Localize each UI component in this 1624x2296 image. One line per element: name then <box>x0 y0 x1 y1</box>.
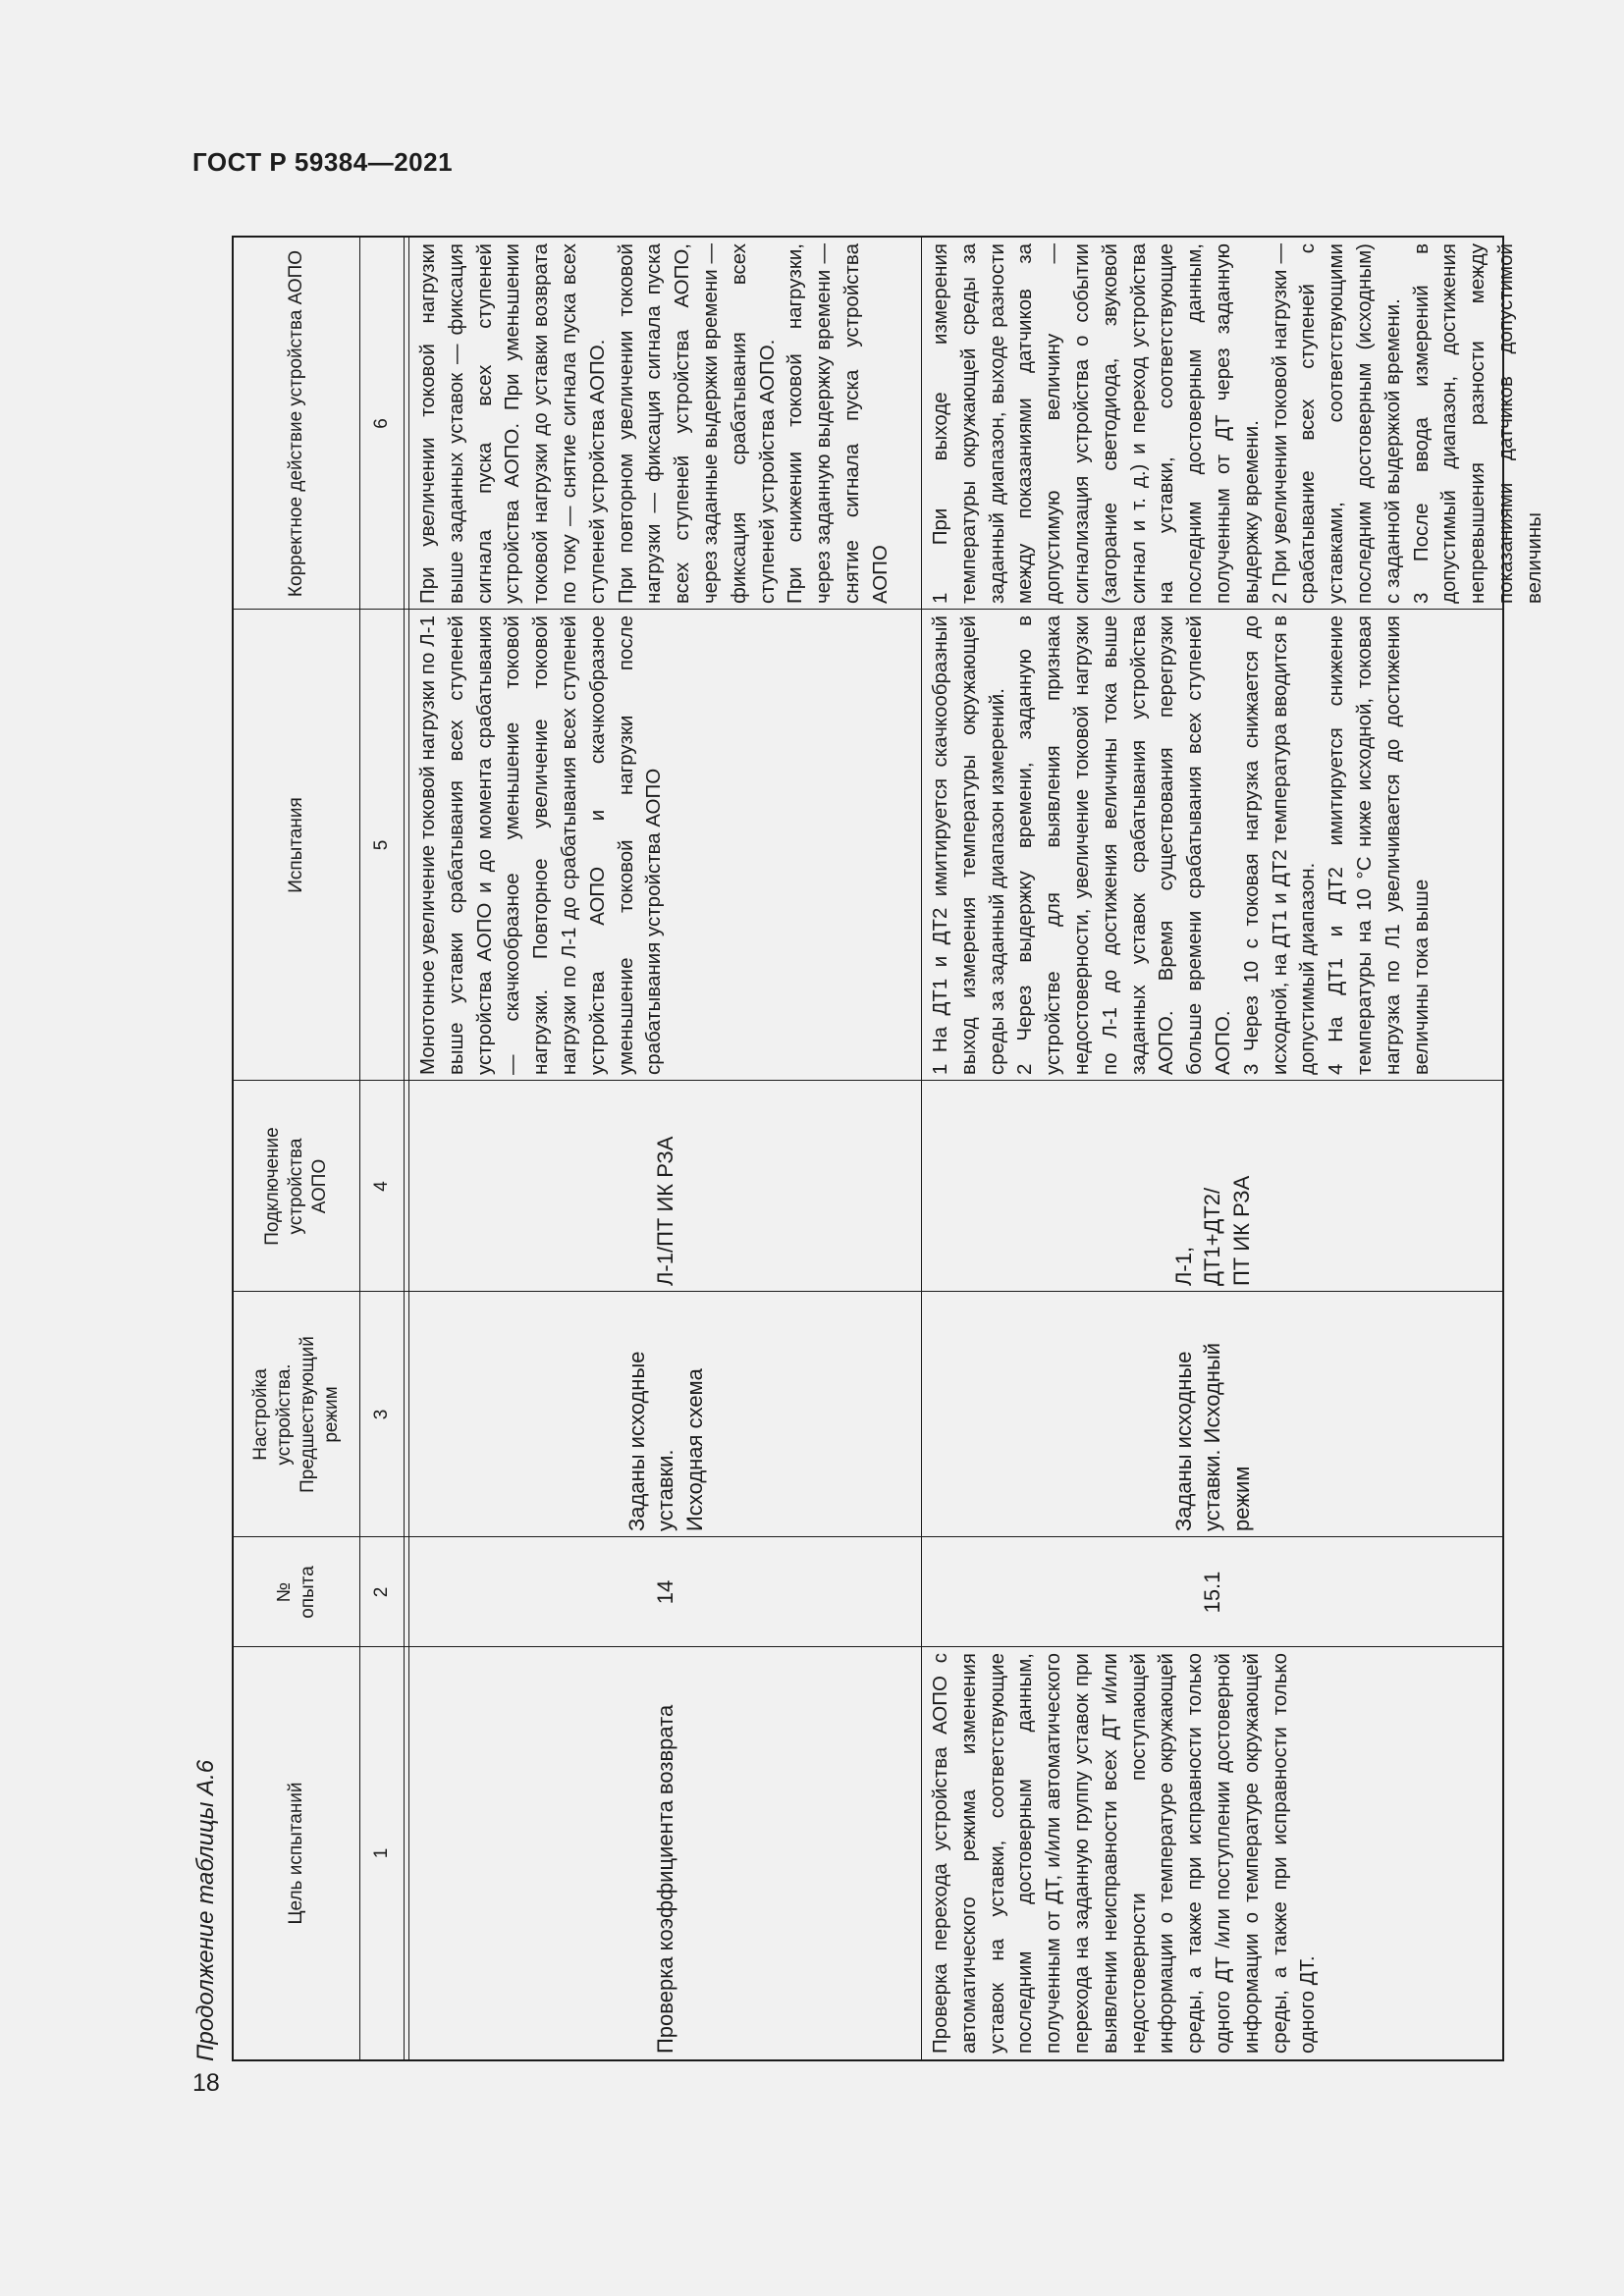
header-divider <box>359 238 360 2059</box>
row-14-test-number: 14 <box>653 1579 678 1605</box>
row-14-connection: Л-1/ПТ ИК РЗА <box>653 1136 678 1286</box>
column-header-correct-action: Корректное действие устройства АОПО <box>286 249 306 598</box>
numbers-divider-double <box>408 238 409 2059</box>
row-14-tests: Монотонное увеличение токовой нагрузки по Л-1 выше уставки срабатывания всех ступеней устройства АОПО и до момента срабатывания — скачкообразное уменьшение токовой нагрузки. Повторное увеличение токовой нагрузки по Л-1 до срабатывания всех ступеней устройства АОПО и скачкообразное уменьшение токовой нагрузки после срабатывания устройства АОПО <box>416 615 666 1075</box>
row-14-purpose: Проверка коэффициента возврата <box>653 1704 678 2054</box>
column-number-6: 6 <box>370 418 392 429</box>
row-15-1-purpose: Проверка перехода устройства АОПО с автоматического режима изменения уставок на уставки, соответствующие последним достоверным данным, полученным от ДТ, и/или автоматического перехода на заданную группу уставок при выявлении неисправности всех ДТ и/или недостоверности поступающей информации о температуре окружающей среды, а также при исправности только одного ДТ /или поступлении достоверной информации о температуре окружающей среды, а также при исправности только одного ДТ. <box>929 1653 1320 2054</box>
column-number-4: 4 <box>370 1181 392 1192</box>
row-divider <box>921 238 922 2059</box>
numbers-divider <box>404 238 405 2059</box>
row-14-setup: Заданы исходные уставки. Исходная схема <box>623 1351 707 1531</box>
page-number: 18 <box>192 2069 220 2097</box>
document-standard-number: ГОСТ Р 59384—2021 <box>192 147 454 177</box>
results-table <box>232 236 1545 2061</box>
row-14-correct-action: При увеличении токовой нагрузки выше заданных уставок — фиксация сигнала пуска всех ступеней устройства АОПО. При уменьшении токовой нагрузки до уставки возврата по току — снятие сигнала пуска всех ступеней устройства АОПО. При повторном увеличении токовой нагрузки — фиксация сигнала пуска всех ступеней устройства АОПО, через заданные выдержки времени — фиксация срабатывания всех ступеней устройства АОПО. При снижении токовой нагрузки, через заданную выдержку времени — снятие сигнала пуска устройства АОПО <box>416 243 892 604</box>
column-header-connection: Подключение устройства АОПО <box>262 1127 330 1246</box>
row-15-1-tests: 1 На ДТ1 и ДТ2 имитируется скачкообразный выход измерения температуры окружающей среды за заданный диапазон измерений. 2 Через выдержку времени, заданную в устройстве для выявления признака недостоверности, увеличение токовой нагрузки по Л-1 до достижения величины тока выше заданных уставок срабатывания устройства АОПО. Время существования перегрузки больше времени срабатывания всех ступеней АОПО. 3 Через 10 с токовая нагрузка снижается до исходной, на ДТ1 и ДТ2 температура вводится в допустимый диапазон. 4 На ДТ1 и ДТ2 имитируется снижение температуры на 10 °С ниже исходной, токовая нагрузка по Л1 увеличивается до достижения величины тока выше <box>929 615 1433 1075</box>
column-number-2: 2 <box>370 1586 392 1598</box>
column-header-purpose: Цель испытаний <box>286 1782 306 1925</box>
table-caption: Продолжение таблицы А.6 <box>192 1759 219 2061</box>
column-number-3: 3 <box>370 1409 392 1420</box>
rotated-table-page <box>192 216 1545 2061</box>
row-15-1-connection: Л-1, ДТ1+ДТ2/ ПТ ИК РЗА <box>1170 1175 1254 1286</box>
row-15-1-setup: Заданы исходные уставки. Исходный режим <box>1170 1342 1254 1531</box>
column-header-tests: Испытания <box>286 797 306 893</box>
row-15-1-test-number: 15.1 <box>1200 1571 1225 1614</box>
column-number-1: 1 <box>370 1847 392 1859</box>
column-number-5: 5 <box>370 839 392 851</box>
column-header-setup: Настройка устройства. Предшествующий режим <box>250 1336 342 1493</box>
column-header-test-no: № опыта <box>274 1566 318 1619</box>
row-15-1-correct-action: 1 При выходе измерения температуры окружающей среды за заданный диапазон, выходе разности между показаниями датчиков за допустимую величину — сигнализация устройства о событии (загорание светодиода, звуковой сигнал и т. д.) и переход устройства на уставки, соответствующие последним достоверным данным, полученным от ДТ через заданную выдержку времени. 2 При увеличении токовой нагрузки — срабатывание всех ступеней с уставками, соответствующими последним достоверным (исходным) с заданной выдержкой времени. 3 После ввода измерений в допустимый диапазон, достижения непревышения разности между показаниями датчиков допустимой величины <box>929 243 1545 604</box>
